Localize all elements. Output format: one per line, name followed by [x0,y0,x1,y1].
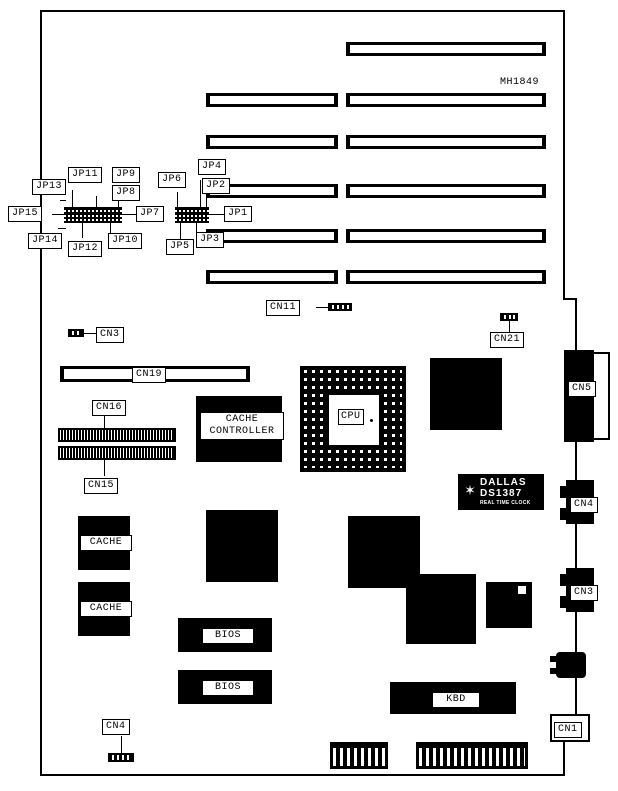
bios-chip-1-label: BIOS [202,628,254,644]
cache-chip-1-label: CACHE [80,535,132,551]
label-jp14[interactable]: JP14 [28,233,62,249]
jumper-block-right[interactable] [175,207,209,223]
header-bottom-left-top-bar [330,742,388,745]
leader-jp12 [82,222,83,238]
rtc-chip-dallas [458,474,544,510]
label-jp11[interactable]: JP11 [68,167,102,183]
label-cn19[interactable]: CN19 [132,367,166,383]
leader-jp14 [58,228,66,229]
cache-controller-line-1: CACHE [225,414,259,425]
jumper-block-left[interactable] [64,207,122,223]
chip-chipset-upper-right [430,358,502,430]
leader-jp6 [177,192,178,208]
header-bottom-left[interactable] [330,745,388,769]
label-jp3[interactable]: JP3 [196,232,224,248]
connector-cn4-tab-top [560,486,566,498]
cpu-label: CPU [338,409,364,425]
label-jp4[interactable]: JP4 [198,159,226,175]
chip-chipset-lower-right [406,574,476,644]
header-bottom-right-top-bar [416,742,528,745]
bios-chip-2-label: BIOS [202,680,254,696]
expansion-slot-1 [346,42,546,56]
label-jp15[interactable]: JP15 [8,206,42,222]
label-cn12[interactable]: CN3 [96,327,124,343]
expansion-slot-2b [346,93,546,107]
label-cn4[interactable]: CN4 [570,497,598,513]
leader-jp13 [60,200,66,201]
label-jp8[interactable]: JP8 [112,185,140,201]
expansion-slot-4b [346,184,546,198]
chip-chipset-left [206,510,278,582]
label-cn21[interactable]: CN21 [490,332,524,348]
keyboard-din-connector[interactable] [556,652,586,678]
keyboard-din-tab-top [550,656,556,662]
label-cn5[interactable]: CN5 [568,381,596,397]
label-cn15[interactable]: CN15 [84,478,118,494]
connector-cn4-tab-bottom [560,508,566,520]
leader-cn16 [104,416,105,428]
leader-jp15 [52,214,66,215]
dallas-star-icon: ✶ [464,482,476,498]
label-jp7[interactable]: JP7 [136,206,164,222]
leader-cn12 [84,333,96,334]
memory-socket-cn16[interactable] [58,428,176,442]
dallas-brand: DALLAS [480,477,527,488]
cpu-pin1-marker [370,419,373,422]
header-bottom-right[interactable] [416,745,528,769]
label-cn1[interactable]: CN1 [554,722,582,738]
cache-chip-2-label: CACHE [80,601,132,617]
expansion-slot-5a [206,229,338,243]
chip-cache-controller-label [200,412,284,440]
connector-cn21-pins[interactable] [500,313,518,321]
label-cn16[interactable]: CN16 [92,400,126,416]
expansion-slot-3b [346,135,546,149]
label-jp12[interactable]: JP12 [68,241,102,257]
expansion-slot-2a [206,93,338,107]
connector-cn12-pins[interactable] [68,329,84,337]
leader-jp2 [206,192,207,208]
label-jp6[interactable]: JP6 [158,172,186,188]
keyboard-controller-label: KBD [432,692,480,708]
leader-jp1 [209,214,225,215]
connector-cn11-pins[interactable] [328,303,352,311]
label-jp5[interactable]: JP5 [166,239,194,255]
connector-cn3-tab-top [560,574,566,586]
keyboard-din-tab-bottom [550,668,556,674]
dallas-description: REAL TIME CLOCK [480,500,531,506]
leader-jp11 [72,190,73,208]
dallas-part-number: DS1387 [480,488,523,499]
memory-socket-cn15[interactable] [58,446,176,460]
connector-cn13-pins[interactable] [108,753,134,762]
connector-cn3-tab-bottom [560,596,566,608]
chip-small-square-pin-mark [518,586,526,594]
leader-cn15 [104,460,105,476]
leader-jp7 [122,214,136,215]
label-cn13[interactable]: CN4 [102,719,130,735]
expansion-slot-5b [346,229,546,243]
expansion-slot-3a [206,135,338,149]
leader-cn13 [121,736,122,753]
board-id-text: MH1849 [500,77,540,88]
label-jp13[interactable]: JP13 [32,179,66,195]
label-cn11[interactable]: CN11 [266,300,300,316]
label-jp2[interactable]: JP2 [202,178,230,194]
label-jp1[interactable]: JP1 [224,206,252,222]
expansion-slot-6b [346,270,546,284]
label-jp10[interactable]: JP10 [108,233,142,249]
leader-jp5 [180,222,181,240]
leader-cn11 [316,307,328,308]
expansion-slot-6a [206,270,338,284]
cache-controller-line-2: CONTROLLER [209,426,275,437]
label-jp9[interactable]: JP9 [112,167,140,183]
leader-jp4 [200,180,201,208]
label-cn3[interactable]: CN3 [570,585,598,601]
leader-jp8 [96,196,97,208]
